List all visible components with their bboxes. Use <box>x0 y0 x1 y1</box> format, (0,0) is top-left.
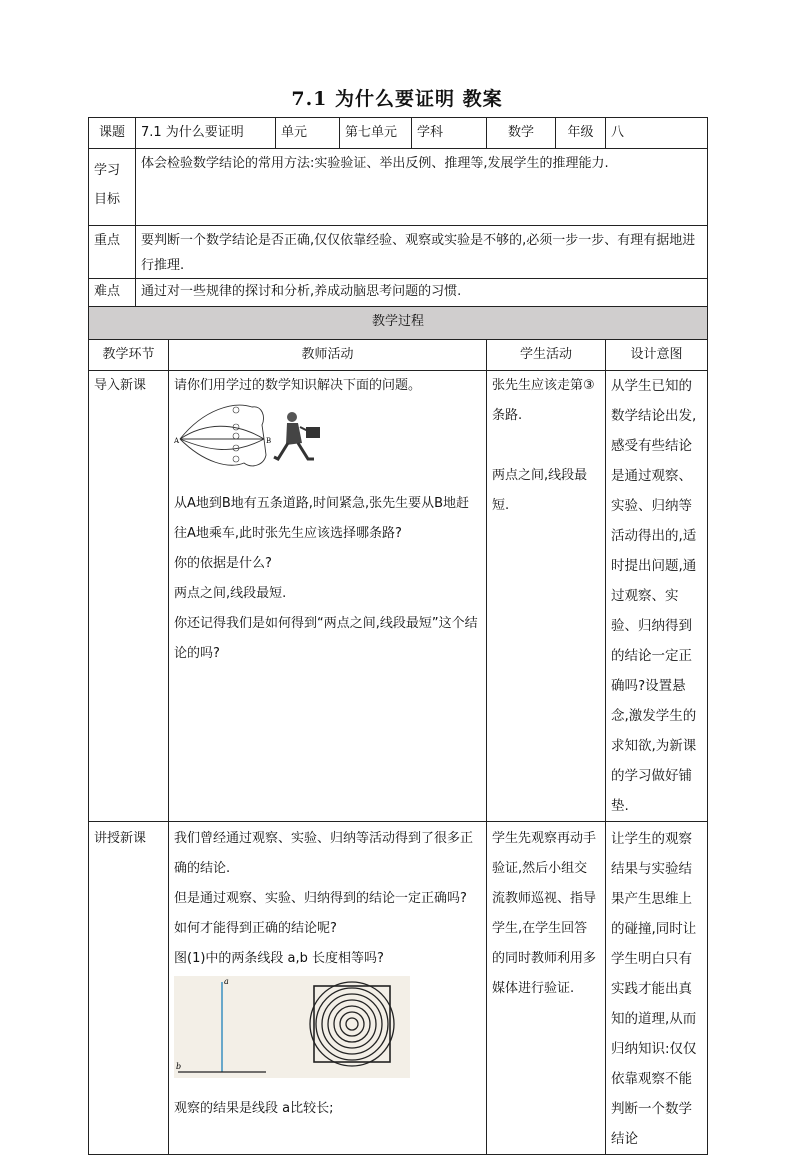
intro-design: 从学生已知的数学结论出发,感受有些结论是通过观察、实验、归纳等活动得出的,适时提出问题,通过观察、实验、归纳得到的结论一定正确吗?设置悬念,激发学生的求知欲,为新课的学习做好铺垫. <box>606 371 708 822</box>
unit-value: 第七单元 <box>340 118 412 149</box>
new-teacher-line: 我们曾经通过观察、实验、归纳等活动得到了很多正确的结论. <box>174 831 474 876</box>
course-label: 课题 <box>89 118 136 149</box>
subject-value: 数学 <box>487 118 556 149</box>
goal-row <box>89 149 708 226</box>
goal-label: 学习目标 <box>89 149 136 226</box>
header-student: 学生活动 <box>487 340 606 371</box>
course-value: 7.1 为什么要证明 <box>136 118 276 149</box>
focus-row <box>89 226 708 279</box>
line-illusion-figure <box>174 976 481 1090</box>
difficulty-text: 通过对一些规律的探讨和分析,养成动脑思考问题的习惯. <box>136 279 708 307</box>
running-man-icon <box>274 412 320 459</box>
intro-stage: 导入新课 <box>89 371 169 822</box>
column-header-row <box>89 340 708 371</box>
road-figure <box>174 403 481 485</box>
subject-label: 学科 <box>412 118 487 149</box>
process-header-row <box>89 307 708 340</box>
focus-label: 重点 <box>89 226 136 279</box>
intro-teacher-line: 请你们用学过的数学知识解决下面的问题。 <box>174 378 422 393</box>
new-teacher-line: 图(1)中的两条线段 a,b 长度相等吗? <box>174 951 384 966</box>
header-stage: 教学环节 <box>89 340 169 371</box>
grade-value: 八 <box>606 118 708 149</box>
lesson-table <box>88 117 708 1155</box>
intro-teacher <box>169 371 487 822</box>
new-design: 让学生的观察结果与实验结果产生思维上的碰撞,同时让学生明白只有实践才能出真知的道理,从而归纳知识:仅仅依靠观察不能判断一个数学结论 <box>606 822 708 1155</box>
intro-teacher-line: 从A地到B地有五条道路,时间紧急,张先生要从B地赶往A地乘车,此时张先生应该选择哪条路? <box>174 496 469 541</box>
intro-student <box>487 371 606 822</box>
info-row <box>89 118 708 149</box>
intro-student-line: 两点之间,线段最短. <box>492 468 588 513</box>
new-teacher-line: 观察的结果是线段 a比较长; <box>174 1101 334 1116</box>
svg-text:A: A <box>174 437 180 445</box>
page-title: 7.1 为什么要证明 教案 <box>291 88 503 110</box>
intro-teacher-line: 你的依据是什么? <box>174 556 272 571</box>
new-teacher <box>169 822 487 1155</box>
process-title: 教学过程 <box>89 307 708 340</box>
goal-text: 体会检验数学结论的常用方法:实验验证、举出反例、推理等,发展学生的推理能力. <box>136 149 708 226</box>
intro-student-line: 张先生应该走第③条路. <box>492 378 595 423</box>
svg-text:a: a <box>224 977 229 986</box>
difficulty-label: 难点 <box>89 279 136 307</box>
focus-text: 要判断一个数学结论是否正确,仅仅依靠经验、观察或实验是不够的,必须一步一步、有理有据地进行推理. <box>136 226 708 279</box>
grade-label: 年级 <box>556 118 606 149</box>
unit-label: 单元 <box>276 118 340 149</box>
svg-text:B: B <box>266 437 272 445</box>
new-lesson-row <box>89 822 708 1155</box>
svg-text:b: b <box>176 1062 182 1071</box>
new-student: 学生先观察再动手验证,然后小组交流教师巡视、指导学生,在学生回答的同时教师利用多媒体进行验证. <box>487 822 606 1155</box>
difficulty-row <box>89 279 708 307</box>
intro-teacher-line: 两点之间,线段最短. <box>174 586 287 601</box>
new-teacher-line: 但是通过观察、实验、归纳得到的结论一定正确吗? <box>174 891 467 906</box>
header-teacher: 教师活动 <box>169 340 487 371</box>
new-stage: 讲授新课 <box>89 822 169 1155</box>
intro-teacher-line: 你还记得我们是如何得到“两点之间,线段最短”这个结论的吗? <box>174 616 478 661</box>
new-teacher-line: 如何才能得到正确的结论呢? <box>174 921 337 936</box>
header-design: 设计意图 <box>606 340 708 371</box>
illusion-illustration <box>174 976 410 1078</box>
intro-row <box>89 371 708 822</box>
road-map-illustration <box>174 403 334 473</box>
